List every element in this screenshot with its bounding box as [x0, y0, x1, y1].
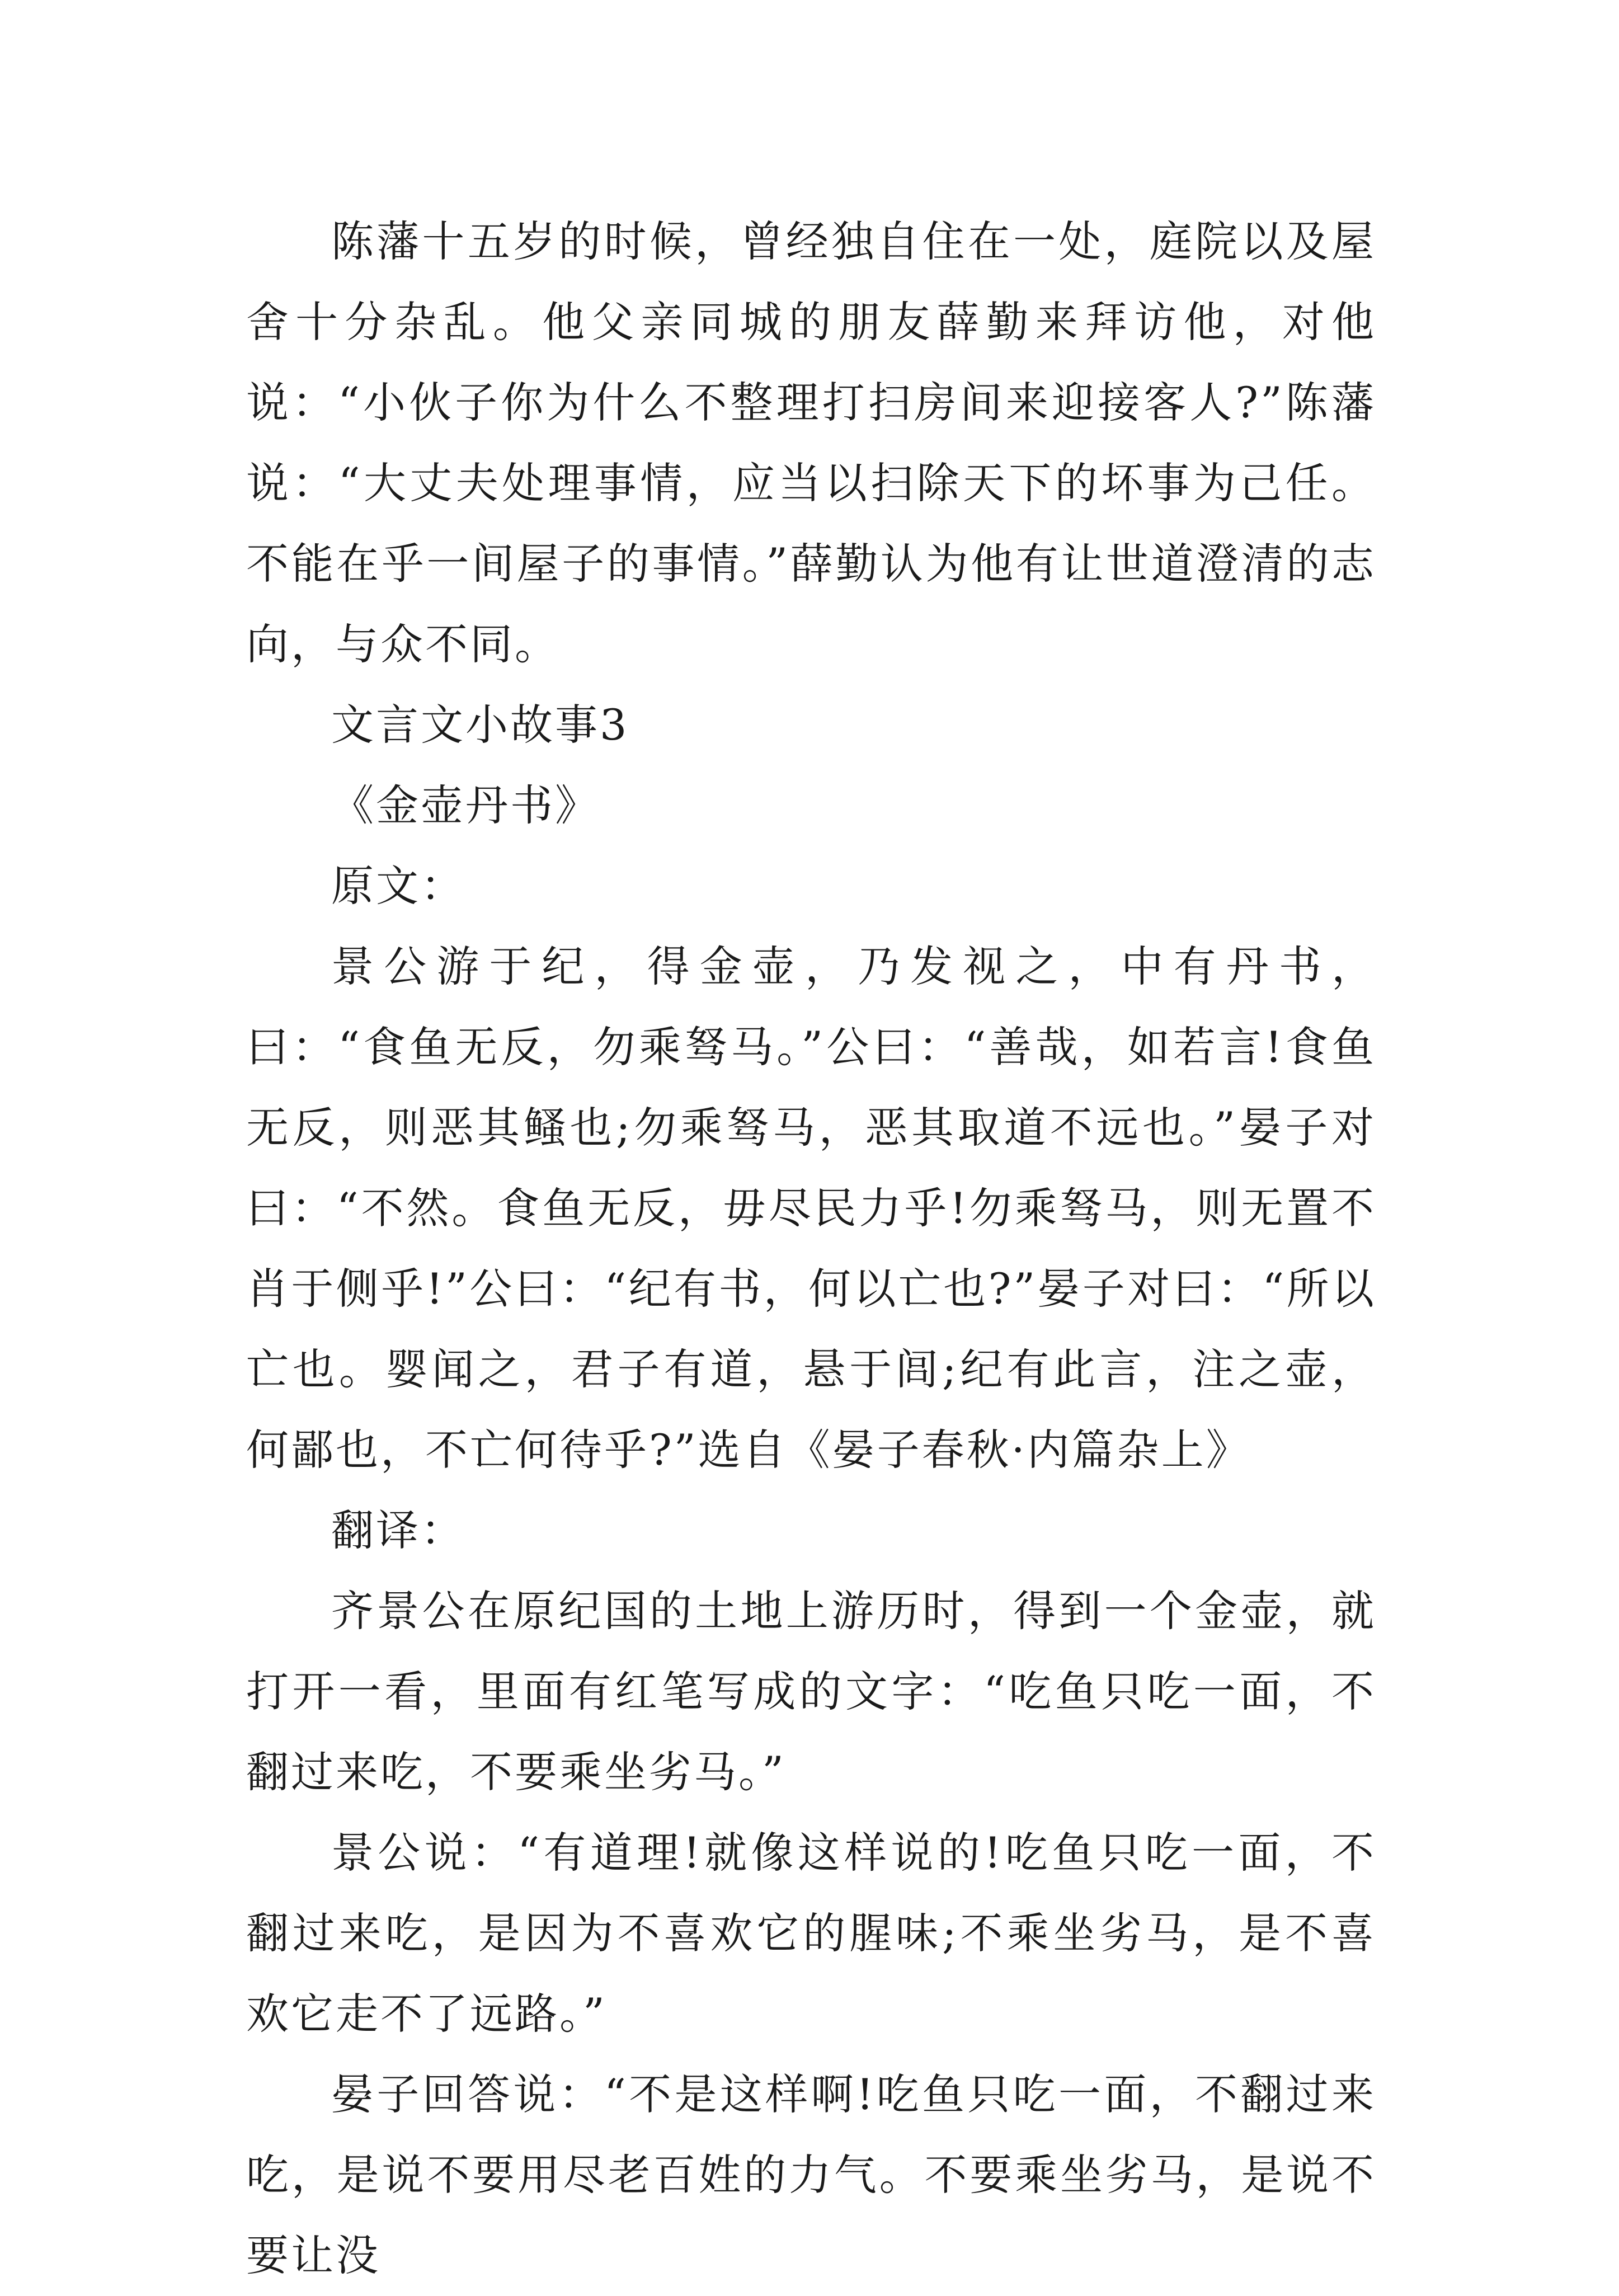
paragraph-translation-2: 景公说：“有道理!就像这样说的!吃鱼只吃一面，不翻过来吃，是因为不喜欢它的腥味;不乘坐劣马，是不喜欢它走不了远路。” — [246, 1828, 1376, 2039]
paragraph-original-text: 景公游于纪，得金壶，乃发视之，中有丹书，曰：“食鱼无反，勿乘驽马。”公曰：“善哉，如若言!食鱼无反，则恶其鳋也;勿乘驽马，恶其取道不远也。”晏子对曰：“不然。食鱼无反，毋尽民力乎!勿乘驽马，则无置不肖于侧乎!”公曰：“纪有书，何以亡也?”晏子对曰：“所以亡也。婴闻之，君子有道，悬于闾;纪有此言，注之壶，何鄙也，不亡何待乎?”选自《晏子春秋·内篇杂上》 — [246, 942, 1376, 1475]
story-title: 《金壶丹书》 — [331, 780, 600, 830]
original-text-label: 原文： — [331, 861, 465, 911]
document-body — [246, 201, 1376, 2296]
paragraph-translation-3: 晏子回答说：“不是这样啊!吃鱼只吃一面，不翻过来吃，是说不要用尽老百姓的力气。不要乘坐劣马，是说不要让没 — [246, 2069, 1376, 2280]
translation-label: 翻译： — [331, 1505, 465, 1555]
paragraph-chen-fan-translation: 陈藩十五岁的时候，曾经独自住在一处，庭院以及屋舍十分杂乱。他父亲同城的朋友薛勤来拜访他，对他说：“小伙子你为什么不整理打扫房间来迎接客人?”陈藩说：“大丈夫处理事情，应当以扫除天下的坏事为己任。不能在乎一间屋子的事情。”薛勤认为他有让世道澄清的志向，与众不同。 — [246, 217, 1376, 669]
story-heading: 文言文小故事3 — [331, 700, 629, 750]
paragraph-translation-1: 齐景公在原纪国的土地上游历时，得到一个金壶，就打开一看，里面有红笔写成的文字：“吃鱼只吃一面，不翻过来吃，不要乘坐劣马。” — [246, 1586, 1376, 1797]
